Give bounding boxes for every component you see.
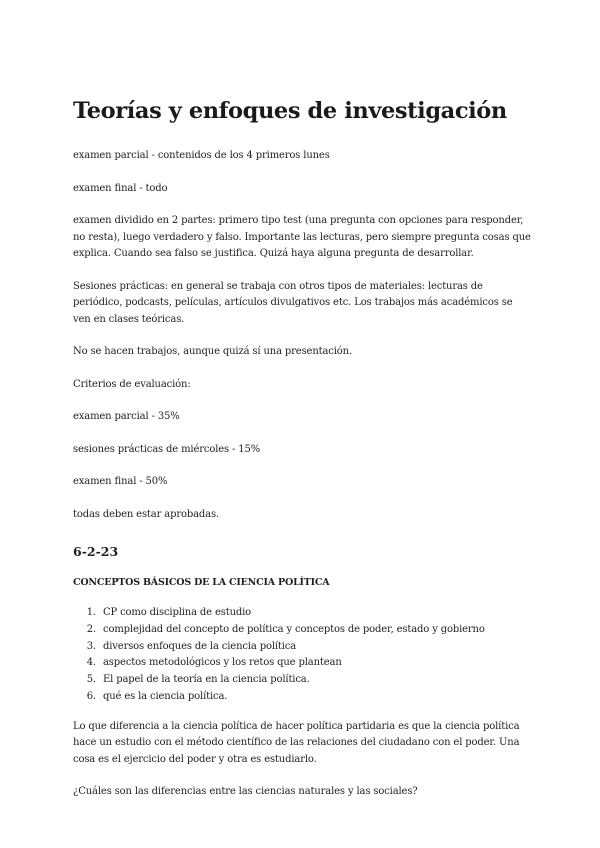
paragraph-no-assignments: No se hacen trabajos, aunque quizá sí una presentación. [73, 346, 352, 357]
list-item: 4. aspectos metodológicos y los retos que plantean [99, 655, 533, 672]
paragraph-criteria-parcial: examen parcial - 35% [73, 411, 180, 422]
paragraph-criteria-heading: Criterios de evaluación: [73, 378, 191, 390]
paragraph-criteria-practicas: sesiones prácticas de miércoles - 15% [73, 443, 261, 455]
list-item: 6. qué es la ciencia política. [99, 689, 533, 706]
section-heading: CONCEPTOS BÁSICOS DE LA CIENCIA POLÍTICA [73, 577, 330, 588]
paragraph-practical-sessions: Sesiones prácticas: en general se trabaja con otros tipos de materiales: lecturas de periódico, podcasts, películas, artículos divulgativos etc. Los trabajos más académicos se ven en clases teóricas. [73, 280, 513, 325]
list-item: 5. El papel de la teoría en la ciencia política. [99, 672, 533, 689]
list-item: 2. complejidad del concepto de política y conceptos de poder, estado y gobierno [99, 622, 533, 639]
date-heading: 6-2-23 [73, 544, 119, 559]
page-title: Teorías y enfoques de investigación [73, 98, 507, 124]
list-item: 1. CP como disciplina de estudio [99, 605, 533, 622]
paragraph-final-contents: examen final - todo [73, 182, 168, 194]
document-page [73, 94, 533, 817]
paragraph-all-approved: todas deben estar aprobadas. [73, 508, 219, 520]
paragraph-question-sciences: ¿Cuáles son las diferencias entre las ciencias naturales y las sociales? [73, 786, 418, 798]
topics-list [73, 605, 533, 706]
list-item: 3. diversos enfoques de la ciencia política [99, 639, 533, 656]
paragraph-parcial-contents: examen parcial - contenidos de los 4 primeros lunes [73, 150, 330, 161]
paragraph-political-science-difference: Lo que diferencia a la ciencia política de hacer política partidaria es que la ciencia política hace un estudio con el método científico de las relaciones del ciudadano con el poder. Una cosa es el ejercicio del poder y otra es estudiarlo. [73, 720, 520, 765]
paragraph-criteria-final: examen final - 50% [73, 476, 168, 487]
paragraph-exam-format: examen dividido en 2 partes: primero tipo test (una pregunta con opciones para responder, no resta), luego verdadero y falso. Importante las lecturas, pero siempre pregunta cosas que explica. Cuando sea falso se justifica. Quizá haya alguna pregunta de desarrollar. [73, 215, 531, 259]
